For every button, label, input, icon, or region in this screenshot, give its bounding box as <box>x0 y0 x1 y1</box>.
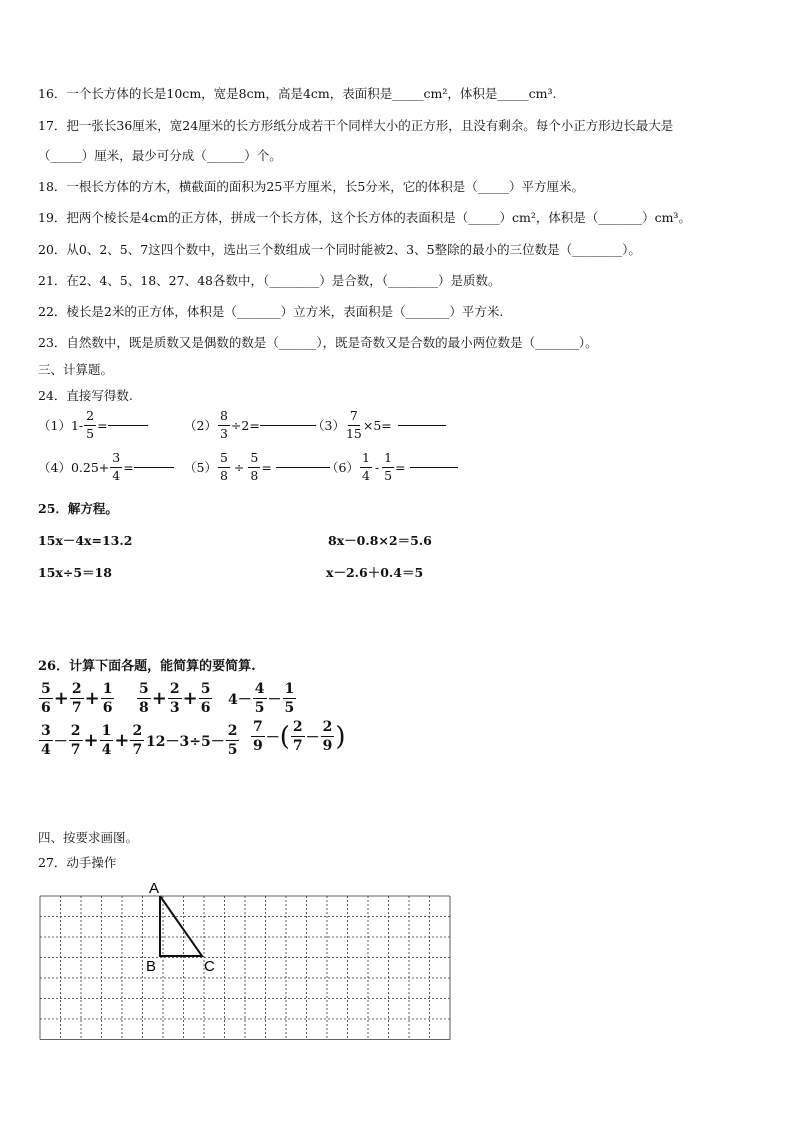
equals: = <box>395 459 406 475</box>
numerator: 4 <box>254 681 265 697</box>
fraction <box>39 724 53 757</box>
denominator: 3 <box>219 425 228 441</box>
question-27-title: 27．动手操作 <box>38 855 117 870</box>
question-16: 16．一个长方体的长是10cm，宽是8cm，高是4cm，表面积是_____cm²，体积是_____cm³. <box>38 86 557 101</box>
operator: － <box>267 691 282 708</box>
denominator: 6 <box>102 700 113 716</box>
numerator: 2 <box>227 723 238 739</box>
operator: + <box>83 730 99 751</box>
fraction <box>69 724 83 757</box>
equals: = <box>261 459 272 475</box>
q24-item-5 <box>184 452 330 482</box>
question-26-title: 26．计算下面各题，能简算的要简算. <box>38 659 256 674</box>
fraction <box>199 682 213 715</box>
question-23: 23．自然数中，既是质数又是偶数的数是（______），既是奇数又是合数的最小两位数是（_______）。 <box>38 335 598 350</box>
numerator: 7 <box>348 410 360 426</box>
equation-4: x－2.6＋0.4＝5 <box>326 565 424 580</box>
equation-1: 15x－4x=13.2 <box>38 533 133 548</box>
denominator: 7 <box>71 700 82 716</box>
numerator: 3 <box>110 452 122 468</box>
operator: － <box>305 729 320 746</box>
numerator: 2 <box>292 719 303 735</box>
denominator: 7 <box>70 742 81 758</box>
operator: - <box>374 459 380 475</box>
question-24-title: 24．直接写得数. <box>38 388 133 403</box>
answer-blank[interactable] <box>108 425 148 426</box>
denominator: 8 <box>219 467 228 483</box>
expression-lead: 4－ <box>228 691 252 708</box>
numerator: 2 <box>169 681 180 697</box>
triangle-abc <box>160 896 202 956</box>
fraction <box>137 682 151 715</box>
numerator: 2 <box>84 410 96 426</box>
denominator: 5 <box>254 700 265 716</box>
q24-item-6-fraction-2 <box>382 452 394 482</box>
denominator: 5 <box>227 742 238 758</box>
drawing-grid[interactable] <box>30 876 460 1046</box>
question-20: 20．从0、2、5、7这四个数中，选出三个数组成一个同时能被2、3、5整除的最小的三位数是（________）。 <box>38 242 641 257</box>
numerator: 5 <box>218 452 230 468</box>
vertex-label-a: A <box>149 880 160 897</box>
fraction <box>168 682 182 715</box>
q26-problem-2 <box>136 682 213 715</box>
q24-item-1 <box>38 410 148 440</box>
right-paren: ) <box>335 721 346 752</box>
operator: － <box>53 733 68 750</box>
operator: ÷2= <box>230 417 260 433</box>
question-22: 22．棱长是2米的正方体，体积是（_______）立方米，表面积是（_______）平方米. <box>38 304 504 319</box>
equals: = <box>97 417 108 433</box>
operator: － <box>265 729 280 746</box>
numerator: 2 <box>71 681 82 697</box>
numerator: 5 <box>41 681 51 697</box>
denominator: 4 <box>101 742 112 758</box>
denominator: 9 <box>322 738 333 754</box>
denominator: 5 <box>284 700 295 716</box>
operator: ÷ <box>233 459 245 475</box>
q26-problem-5 <box>146 724 240 757</box>
denominator: 8 <box>139 700 149 716</box>
q24-item-4 <box>38 452 174 482</box>
numerator: 2 <box>70 723 81 739</box>
numerator: 5 <box>200 681 211 697</box>
q26-problem-3 <box>228 682 297 715</box>
q24-item-4-fraction <box>110 452 122 482</box>
q24-item-2-label: （2） <box>184 418 217 433</box>
operator: + <box>182 688 198 709</box>
numerator: 2 <box>132 723 143 739</box>
q24-item-3 <box>312 410 446 440</box>
question-17-line2: （_____）厘米，最少可分成（______）个。 <box>38 148 282 163</box>
denominator: 4 <box>41 742 51 758</box>
section-4-heading: 四、按要求画图。 <box>38 830 139 845</box>
numerator: 8 <box>218 410 230 426</box>
fraction <box>253 682 267 715</box>
q24-item-3-fraction <box>346 410 362 440</box>
numerator: 1 <box>102 681 113 697</box>
answer-blank[interactable] <box>398 425 446 426</box>
left-paren: ( <box>279 721 290 752</box>
q24-item-6 <box>326 452 458 482</box>
fraction <box>70 682 84 715</box>
q24-item-1-label: （1）1- <box>38 418 84 433</box>
q26-problem-1 <box>38 682 115 715</box>
q24-item-2-fraction <box>218 410 230 440</box>
q24-item-5-fraction-1 <box>218 452 230 482</box>
denominator: 6 <box>200 700 211 716</box>
q24-item-1-fraction <box>84 410 96 440</box>
question-17-line1: 17．把一张长36厘米，宽24厘米的长方形纸分成若干个同样大小的正方形，且没有剩余。每个小正方形边长最大是 <box>38 118 674 133</box>
fraction <box>251 720 265 753</box>
operator: + <box>53 688 69 709</box>
fraction <box>283 682 297 715</box>
vertex-label-b: B <box>146 958 157 975</box>
denominator: 7 <box>292 738 303 754</box>
answer-blank[interactable] <box>134 467 174 468</box>
operator: + <box>114 730 130 751</box>
equals: = <box>123 459 134 475</box>
denominator: 8 <box>250 467 259 483</box>
section-3-heading: 三、计算题。 <box>38 362 114 377</box>
fraction <box>321 720 335 753</box>
q24-item-6-label: （6） <box>326 460 359 475</box>
denominator: 5 <box>384 467 393 483</box>
fraction <box>100 724 114 757</box>
numerator: 1 <box>101 723 112 739</box>
fraction <box>39 682 53 715</box>
fraction <box>226 724 240 757</box>
q24-item-3-label: （3） <box>312 418 345 433</box>
denominator: 6 <box>41 700 51 716</box>
numerator: 1 <box>284 681 295 697</box>
q26-problem-4 <box>38 724 145 757</box>
q24-item-2 <box>184 410 316 440</box>
operator: + <box>84 688 100 709</box>
numerator: 2 <box>322 719 333 735</box>
denominator: 9 <box>253 738 263 754</box>
q24-item-5-label: （5） <box>184 460 217 475</box>
numerator: 5 <box>139 681 149 697</box>
fraction <box>101 682 115 715</box>
q24-item-6-fraction-1 <box>360 452 372 482</box>
denominator: 4 <box>361 467 370 483</box>
question-19: 19．把两个棱长是4cm的正方体，拼成一个长方体，这个长方体的表面积是（_____）cm²，体积是（_______）cm³。 <box>38 210 691 225</box>
denominator: 3 <box>169 700 180 716</box>
numerator: 3 <box>41 723 51 739</box>
denominator: 15 <box>345 425 362 441</box>
answer-blank[interactable] <box>276 467 330 468</box>
question-21: 21．在2、4、5、18、27、48各数中，（________）是合数，（________）是质数。 <box>38 273 501 288</box>
expression-lead: 12－3÷5－ <box>146 733 225 750</box>
operator: ×5= <box>362 417 392 433</box>
question-18: 18．一根长方体的方木，横截面的面积为25平方厘米，长5分米，它的体积是（_____）平方厘米。 <box>38 179 585 194</box>
fraction <box>291 720 305 753</box>
numerator: 1 <box>382 452 394 468</box>
numerator: 7 <box>253 719 263 735</box>
answer-blank[interactable] <box>260 425 316 426</box>
fraction <box>130 724 144 757</box>
denominator: 7 <box>132 742 143 758</box>
equation-2: 8x－0.8×2＝5.6 <box>328 533 432 548</box>
equation-3: 15x÷5＝18 <box>38 565 112 580</box>
q24-item-4-label: （4）0.25+ <box>38 460 110 475</box>
vertex-label-c: C <box>204 958 215 975</box>
numerator: 1 <box>360 452 372 468</box>
q26-problem-6 <box>250 720 346 753</box>
denominator: 4 <box>112 467 121 483</box>
operator: + <box>151 688 167 709</box>
denominator: 5 <box>86 425 95 441</box>
grid-lines <box>40 896 450 1040</box>
q24-item-5-fraction-2 <box>248 452 260 482</box>
numerator: 5 <box>248 452 260 468</box>
answer-blank[interactable] <box>410 467 458 468</box>
question-25-title: 25．解方程。 <box>38 501 118 516</box>
